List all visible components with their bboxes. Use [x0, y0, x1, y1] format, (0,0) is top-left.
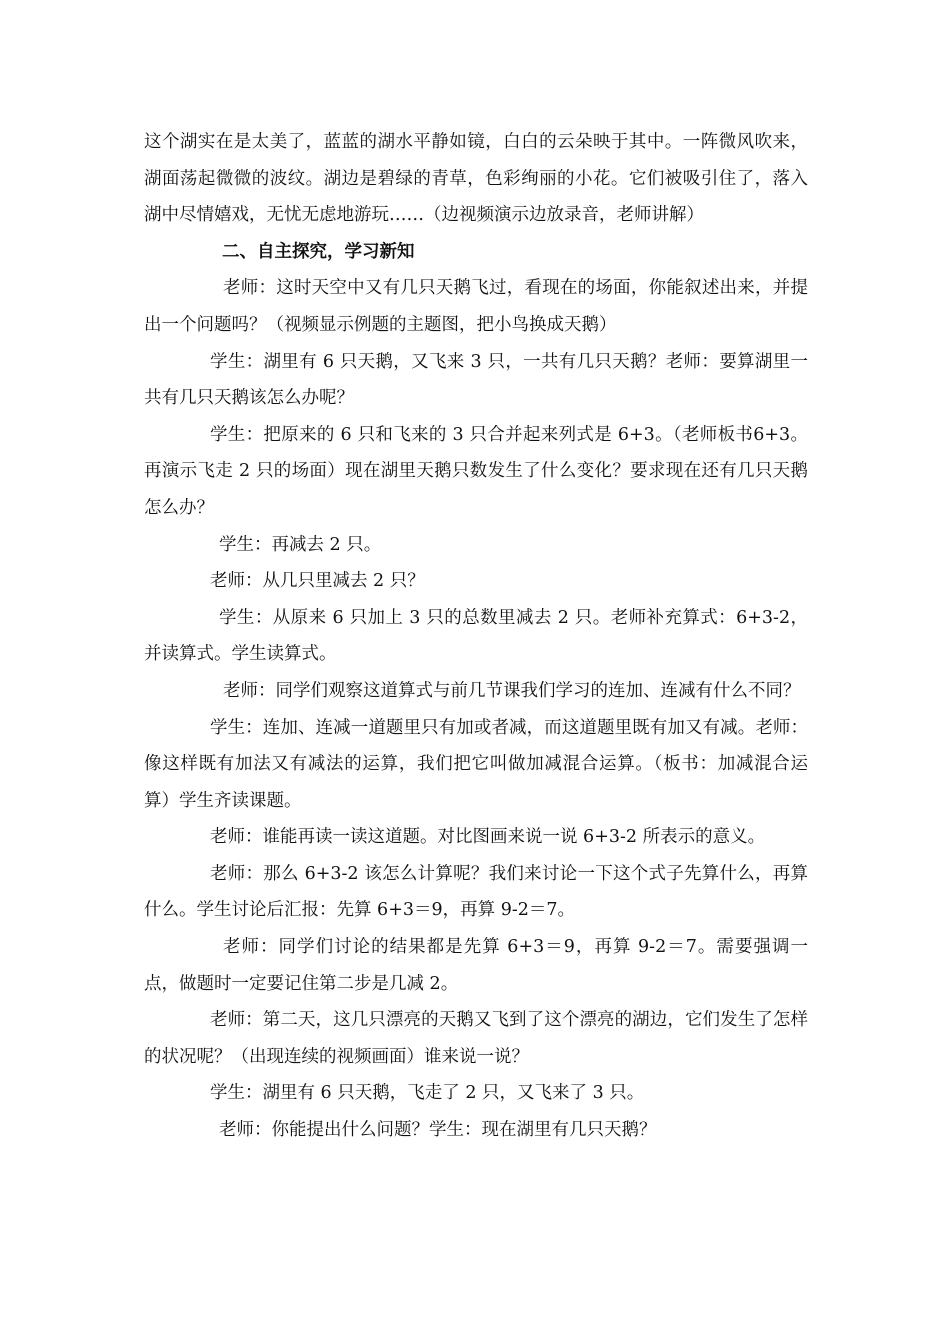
paragraph-teacher-calculate: 老师：那么 6+3-2 该怎么计算呢？我们来讨论一下这个式子先算什么，再算什么。学生讨论后汇报：先算 6+3＝9，再算 9-2＝7。 [144, 863, 808, 921]
paragraph-lake-description: 这个湖实在是太美了，蓝蓝的湖水平静如镜，白白的云朵映于其中。一阵微风吹来，湖面荡起微微的波纹。湖边是碧绿的青草，色彩绚丽的小花。它们被吸引住了，落入湖中尽情嬉戏，无忧无虑地游玩……（边视频演示边放录音，老师讲解） [144, 132, 808, 226]
paragraph-teacher-from-how-many: 老师：从几只里减去 2 只？ [210, 571, 425, 592]
paragraph-mixed-operation: 学生：连加、连减一道题里只有加或者减，而这道题里既有加又有减。老师：像这样既有加法又有减法的运算，我们把它叫做加减混合运算。（板书：加减混合运算）学生齐读课题。 [144, 717, 808, 811]
paragraph-teacher-result: 老师：同学们讨论的结果都是先算 6+3＝9，再算 9-2＝7。需要强调一点，做题时一定要记住第二步是几减 2。 [144, 937, 808, 994]
paragraph-teacher-problem: 老师：你能提出什么问题？学生：现在湖里有几只天鹅？ [219, 1120, 657, 1141]
paragraph-teacher-compare: 老师：同学们观察这道算式与前几节课我们学习的连加、连减有什么不同？ [223, 680, 801, 701]
paragraph-student-formula: 学生：把原来的 6 只和飞来的 3 只合并起来列式是 6+3。（老师板书6+3。再演示飞走 2 只的场面）现在湖里天鹅只数发生了什么变化？要求现在还有几只天鹅怎么办？ [144, 424, 808, 518]
paragraph-student-second-day: 学生：湖里有 6 只天鹅，飞走了 2 只，又飞来了 3 只。 [210, 1083, 645, 1104]
document-body [144, 124, 808, 1149]
paragraph-teacher-second-day: 老师：第二天，这几只漂亮的天鹅又飞到了这个漂亮的湖边，它们发生了怎样的状况呢？（出现连续的视频画面）谁来说一说？ [144, 1010, 808, 1067]
paragraph-teacher-question: 老师：这时天空中又有几只天鹅飞过，看现在的场面，你能叙述出来，并提出一个问题吗？（视频显示例题的主题图，把小鸟换成天鹅） [144, 278, 808, 335]
paragraph-student-subtract: 学生：再减去 2 只。 [219, 534, 382, 555]
paragraph-student-total: 学生：从原来 6 只加上 3 只的总数里减去 2 只。老师补充算式：6+3-2，并读算式。学生读算式。 [144, 607, 808, 665]
section-heading: 二、自主探究，学习新知 [222, 241, 415, 262]
paragraph-student-answer: 学生：湖里有 6 只天鹅，又飞来 3 只，一共有几只天鹅？老师：要算湖里一共有几只天鹅该怎么办呢？ [144, 351, 808, 409]
paragraph-teacher-meaning: 老师：谁能再读一读这道题。对比图画来说一说 6+3-2 所表示的意义。 [210, 827, 766, 848]
